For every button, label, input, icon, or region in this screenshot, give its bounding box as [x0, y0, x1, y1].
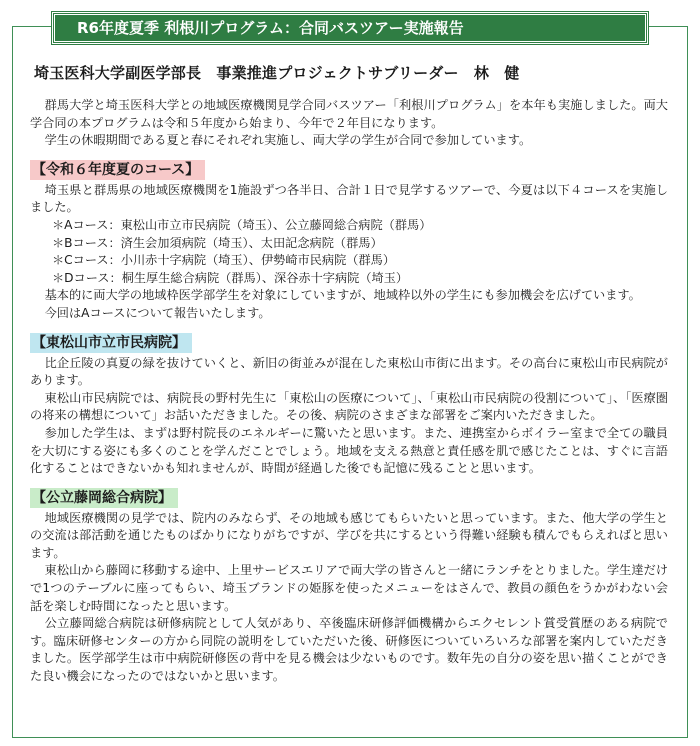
course-lead-paragraph: 埼玉県と群馬県の地域医療機関を1施設ずつ各半日、合計１日で見学するツアーで、今夏は以下４コースを実施しました。 — [30, 182, 668, 215]
higashimatsuyama-paragraph-2: 東松山市民病院では、病院長の野村先生に「東松山の医療について」、「東松山市民病院の役割について」、「医療圏の将来の構想について」お話いただきました。その後、病院のさまざまな部署をご案内いただきました。 — [30, 390, 668, 423]
fujioka-paragraph-1: 地域医療機関の見学では、院内のみならず、その地域も感じてもらいたいと思っています。また、他大学の学生との交流は部活動を通じたものばかりになりがちですが、学びを共にするという得難い経験も積んでもらえればと思います。 — [30, 510, 668, 560]
section-title-summer-course: 【令和６年度夏のコース】 — [30, 160, 205, 180]
report-body — [30, 58, 668, 686]
section-title-fujioka: 【公立藤岡総合病院】 — [30, 488, 178, 508]
report-title-banner: R6年度夏季 利根川プログラム：合同バスツアー実施報告 — [52, 12, 648, 44]
author-line: 埼玉医科大学副医学部長 事業推進プロジェクトサブリーダー 林 健 — [34, 64, 520, 82]
course-note-paragraph: 基本的に両大学の地域枠医学部学生を対象にしていますが、地域枠以外の学生にも参加機会を広げています。 — [44, 288, 641, 303]
intro-paragraph-2: 学生の休暇期間である夏と春にそれぞれ実施し、両大学の学生が合同で参加しています。 — [44, 133, 532, 148]
course-item-a: ＊Aコース：東松山市立市民病院（埼玉）、公立藤岡総合病院（群馬） — [51, 217, 432, 232]
course-item-d: ＊Dコース：桐生厚生総合病院（群馬）、深谷赤十字病院（埼玉） — [51, 270, 409, 285]
fujioka-paragraph-3: 公立藤岡総合病院は研修病院として人気があり、卒後臨床研修評価機構からエクセレント賞受賞歴のある病院です。臨床研修センターの方から同院の説明をしていただいた後、研修医についていろいろな部署を案内していただきました。医学部学生は市中病院研修医の背中を見る機会は少ないものです。数年先の自分の姿を思い描くことができた良い機会になったのではないかと思います。 — [30, 616, 668, 684]
course-item-c: ＊Cコース：小川赤十字病院（埼玉）、伊勢崎市民病院（群馬） — [51, 253, 396, 268]
course-report-paragraph: 今回はAコースについて報告いたします。 — [44, 305, 271, 320]
higashimatsuyama-paragraph-1: 比企丘陵の真夏の緑を抜けていくと、新旧の街並みが混在した東松山市街に出ます。その高台に東松山市民病院があります。 — [30, 355, 668, 388]
course-item-b: ＊Bコース：済生会加須病院（埼玉）、太田記念病院（群馬） — [51, 235, 383, 250]
fujioka-paragraph-2: 東松山から藤岡に移動する途中、上里サービスエリアで両大学の皆さんと一緒にランチをとりました。学生達だけで1つのテーブルに座ってもらい、埼玉ブランドの姫豚を使ったメニューをはさんで、教員の顔色をうかがわない会話を楽しむ時間になったと思います。 — [30, 563, 668, 613]
section-title-higashimatsuyama: 【東松山市立市民病院】 — [30, 333, 192, 353]
intro-paragraph-1: 群馬大学と埼玉医科大学との地域医療機関見学合同バスツアー「利根川プログラム」を本年も実施しました。両大学合同の本プログラムは令和５年度から始まり、今年で２年目になります。 — [30, 98, 668, 130]
higashimatsuyama-paragraph-3: 参加した学生は、まずは野村院長のエネルギーに驚いたと思います。また、連携室からボイラー室まで全ての職員を大切にする姿にも多くのことを学んだことでしょう。地域を支える熱意と責任感を肌で感じたことは、すぐに言語化することはできないかも知れませんが、時間が経過した後でも記憶に残ることと思います。 — [30, 425, 668, 476]
